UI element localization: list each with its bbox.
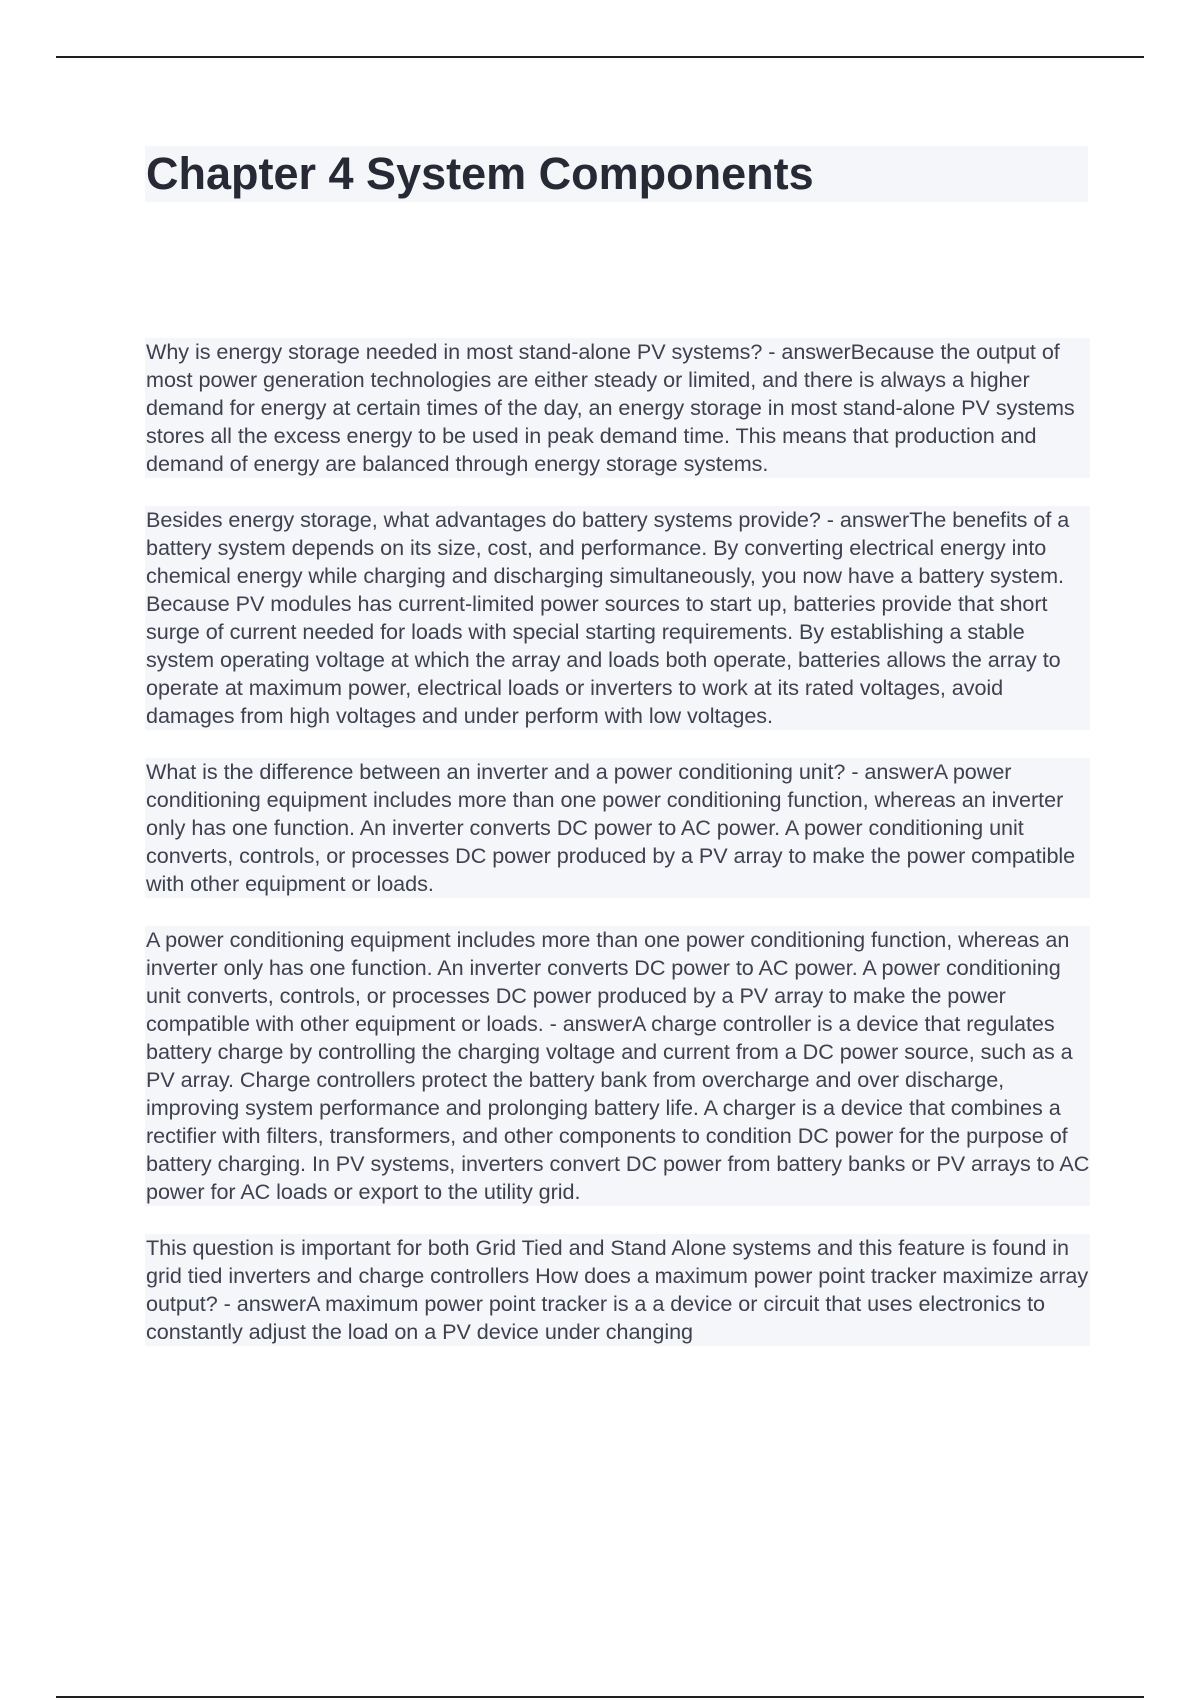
- title-block: [145, 146, 1088, 202]
- qa-paragraph-inverter-vs-pcu: What is the difference between an inverter and a power conditioning unit? - answerA power conditioning equipment includes more than one power conditioning function, whereas an inverter only has one function. An inverter converts DC power to AC power. A power conditioning unit converts, controls, or processes DC power produced by a PV array to make the power compatible with other equipment or loads.: [145, 758, 1090, 898]
- qa-paragraph-mppt: This question is important for both Grid Tied and Stand Alone systems and this feature is found in grid tied inverters and charge controllers How does a maximum power point tracker maximize array output? - answerA maximum power point tracker is a a device or circuit that uses electronics to constantly adjust the load on a PV device under changing: [146, 1235, 1089, 1344]
- bottom-rule: [56, 1696, 1144, 1698]
- qa-paragraph-battery-advantages: Besides energy storage, what advantages do battery systems provide? - answerThe benefits of a battery system depends on its size, cost, and performance. By converting electrical energy into chemical energy while charging and discharging simultaneously, you now have a battery system. Because PV modules has current-limited power sources to start up, batteries provide that short surge of current needed for loads with special starting requirements. By establishing a stable system operating voltage at which the array and loads both operate, batteries allows the array to operate at maximum power, electrical loads or inverters to work at its rated voltages, avoid damages from high voltages and under perform with low voltages.: [145, 506, 1090, 730]
- page-title: Chapter 4 System Components: [146, 148, 814, 199]
- qa-paragraph-energy-storage: Why is energy storage needed in most stand-alone PV systems? - answerBecause the output of most power generation technologies are either steady or limited, and there is always a higher demand for energy at certain times of the day, an energy storage in most stand-alone PV systems stores all the excess energy to be used in peak demand time. This means that production and demand of energy are balanced through energy storage systems.: [145, 338, 1090, 478]
- document-body: [145, 338, 1090, 1374]
- qa-paragraph-charge-controller: A power conditioning equipment includes more than one power conditioning function, whereas an inverter only has one function. An inverter converts DC power to AC power. A power conditioning unit converts, controls, or processes DC power produced by a PV array to make the power compatible with other equipment or loads. - answerA charge controller is a device that regulates battery charge by controlling the charging voltage and current from a DC power source, such as a PV array. Charge controllers protect the battery bank from overcharge and over discharge, improving system performance and prolonging battery life. A charger is a device that combines a rectifier with filters, transformers, and other components to condition DC power for the purpose of battery charging. In PV systems, inverters convert DC power from battery banks or PV arrays to AC power for AC loads or export to the utility grid.: [146, 927, 1090, 1204]
- top-rule: [56, 56, 1144, 58]
